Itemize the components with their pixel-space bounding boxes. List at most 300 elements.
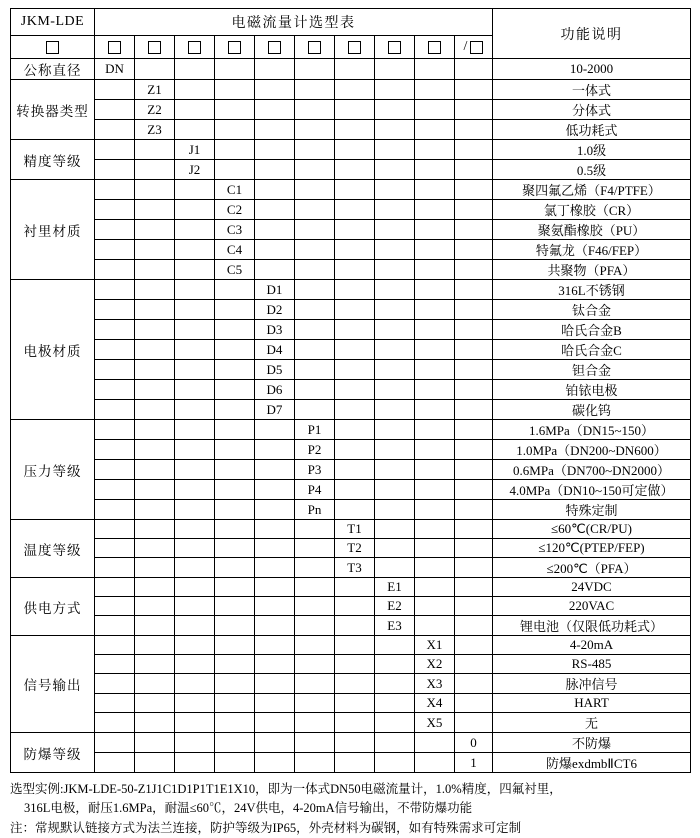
code-box[interactable] (470, 41, 483, 54)
spacer-cell (95, 655, 135, 674)
spacer-cell (255, 636, 295, 655)
option-desc-6-1: ≤120℃(PTEP/FEP) (493, 539, 691, 558)
table-row (11, 80, 691, 100)
selection-table-body (11, 9, 691, 773)
option-code-5-4[interactable]: Pn (295, 500, 335, 520)
option-desc-4-2: 哈氏合金B (493, 320, 691, 340)
spacer-cell (415, 480, 455, 500)
spacer-cell (175, 59, 215, 80)
spacer-cell (215, 520, 255, 539)
option-desc-3-0: 聚四氟乙烯（F4/PTFE） (493, 180, 691, 200)
spacer-cell (175, 753, 215, 773)
spacer-cell (375, 260, 415, 280)
spacer-cell (215, 694, 255, 713)
spacer-cell (95, 360, 135, 380)
option-code-7-2[interactable]: E3 (375, 616, 415, 636)
note-default-line: 注：常规默认链接方式为法兰连接，防护等级为IP65，外壳材料为碳钢，如有特殊需求可定制 (10, 820, 522, 835)
spacer-cell (455, 120, 493, 140)
option-code-2-1[interactable]: J2 (175, 160, 215, 180)
option-code-4-2[interactable]: D3 (255, 320, 295, 340)
spacer-cell (215, 420, 255, 440)
spacer-cell (455, 140, 493, 160)
spacer-cell (175, 420, 215, 440)
row-label-9: 防爆等级 (11, 733, 95, 773)
table-row (11, 320, 691, 340)
spacer-cell (135, 59, 175, 80)
spacer-cell (455, 300, 493, 320)
row-label-5: 压力等级 (11, 420, 95, 520)
code-box[interactable] (268, 41, 281, 54)
spacer-cell (455, 636, 493, 655)
option-code-8-0[interactable]: X1 (415, 636, 455, 655)
code-box-cell-3 (215, 36, 255, 59)
spacer-cell (175, 200, 215, 220)
spacer-cell (175, 280, 215, 300)
code-box[interactable] (308, 41, 321, 54)
option-code-5-1[interactable]: P2 (295, 440, 335, 460)
option-desc-1-0: 一体式 (493, 80, 691, 100)
spacer-cell (295, 140, 335, 160)
spacer-cell (135, 558, 175, 578)
option-code-6-2[interactable]: T3 (335, 558, 375, 578)
spacer-cell (415, 558, 455, 578)
spacer-cell (255, 240, 295, 260)
spacer-cell (455, 480, 493, 500)
table-row (11, 360, 691, 380)
spacer-cell (255, 59, 295, 80)
option-desc-4-5: 铂铱电极 (493, 380, 691, 400)
option-code-3-4[interactable]: C5 (215, 260, 255, 280)
spacer-cell (95, 220, 135, 240)
spacer-cell (415, 753, 455, 773)
spacer-cell (95, 520, 135, 539)
spacer-cell (135, 520, 175, 539)
spacer-cell (255, 180, 295, 200)
spacer-cell (335, 380, 375, 400)
option-code-7-1[interactable]: E2 (375, 597, 415, 616)
option-desc-3-2: 聚氨酯橡胶（PU） (493, 220, 691, 240)
note-example-line1: 选型实例:JKM-LDE-50-Z1J1C1D1P1T1E1X10，即为一体式DN50电磁流量计，1.0%精度，四氟衬里， (10, 782, 562, 796)
spacer-cell (375, 160, 415, 180)
spacer-cell (415, 59, 455, 80)
spacer-cell (295, 80, 335, 100)
spacer-cell (255, 597, 295, 616)
option-code-9-0[interactable]: 0 (455, 733, 493, 753)
option-desc-4-3: 哈氏合金C (493, 340, 691, 360)
spacer-cell (135, 500, 175, 520)
spacer-cell (335, 694, 375, 713)
selection-table (10, 8, 691, 773)
option-desc-8-4: 无 (493, 713, 691, 733)
option-code-8-4[interactable]: X5 (415, 713, 455, 733)
spacer-cell (175, 220, 215, 240)
table-row (11, 753, 691, 773)
spacer-cell (95, 240, 135, 260)
spacer-cell (335, 616, 375, 636)
spacer-cell (255, 440, 295, 460)
table-title-cell: 电磁流量计选型表 (95, 9, 493, 36)
code-box-cell-7 (375, 36, 415, 59)
spacer-cell (335, 674, 375, 694)
spacer-cell (375, 420, 415, 440)
spacer-cell (135, 140, 175, 160)
spacer-cell (95, 140, 135, 160)
spacer-cell (255, 558, 295, 578)
spacer-cell (95, 80, 135, 100)
spacer-cell (455, 280, 493, 300)
spacer-cell (255, 753, 295, 773)
spacer-cell (335, 360, 375, 380)
spacer-cell (135, 420, 175, 440)
row-label-3: 衬里材质 (11, 180, 95, 280)
table-row (11, 558, 691, 578)
spacer-cell (135, 160, 175, 180)
spacer-cell (135, 380, 175, 400)
spacer-cell (255, 694, 295, 713)
spacer-cell (335, 400, 375, 420)
spacer-cell (415, 360, 455, 380)
spacer-cell (335, 260, 375, 280)
spacer-cell (335, 733, 375, 753)
spacer-cell (375, 558, 415, 578)
spacer-cell (175, 694, 215, 713)
table-row (11, 380, 691, 400)
spacer-cell (135, 597, 175, 616)
option-code-5-0[interactable]: P1 (295, 420, 335, 440)
spacer-cell (175, 674, 215, 694)
spacer-cell (175, 380, 215, 400)
code-box-cell-9 (455, 36, 493, 59)
spacer-cell (215, 597, 255, 616)
spacer-cell (95, 320, 135, 340)
spacer-cell (295, 674, 335, 694)
spacer-cell (375, 120, 415, 140)
spacer-cell (135, 733, 175, 753)
spacer-cell (335, 280, 375, 300)
spacer-cell (335, 240, 375, 260)
option-code-9-1[interactable]: 1 (455, 753, 493, 773)
option-code-4-3[interactable]: D4 (255, 340, 295, 360)
spacer-cell (415, 500, 455, 520)
option-code-1-0[interactable]: Z1 (135, 80, 175, 100)
spacer-cell (215, 733, 255, 753)
table-row (11, 220, 691, 240)
spacer-cell (295, 597, 335, 616)
spacer-cell (455, 180, 493, 200)
spacer-cell (175, 616, 215, 636)
spacer-cell (335, 300, 375, 320)
code-box[interactable] (188, 41, 201, 54)
spacer-cell (455, 80, 493, 100)
option-code-8-2[interactable]: X3 (415, 674, 455, 694)
spacer-cell (455, 260, 493, 280)
option-desc-6-0: ≤60℃(CR/PU) (493, 520, 691, 539)
option-code-3-3[interactable]: C4 (215, 240, 255, 260)
spacer-cell (215, 320, 255, 340)
spacer-cell (175, 100, 215, 120)
spacer-cell (255, 655, 295, 674)
spacer-cell (375, 733, 415, 753)
spacer-cell (455, 616, 493, 636)
spacer-cell (455, 100, 493, 120)
table-row (11, 340, 691, 360)
table-row (11, 400, 691, 420)
spacer-cell (135, 539, 175, 558)
option-code-4-5[interactable]: D6 (255, 380, 295, 400)
table-row (11, 180, 691, 200)
spacer-cell (455, 59, 493, 80)
spacer-cell (175, 260, 215, 280)
spacer-cell (335, 460, 375, 480)
option-code-4-1[interactable]: D2 (255, 300, 295, 320)
spacer-cell (215, 480, 255, 500)
spacer-cell (95, 400, 135, 420)
spacer-cell (95, 578, 135, 597)
table-row (11, 200, 691, 220)
option-desc-1-2: 低功耗式 (493, 120, 691, 140)
note-example-line2: 316L电极，耐压1.6MPa，耐温≤60℃，24V供电，4-20mA信号输出，不带防爆功能 (24, 801, 473, 816)
spacer-cell (95, 460, 135, 480)
table-row (11, 460, 691, 480)
spacer-cell (415, 180, 455, 200)
code-box[interactable] (148, 41, 161, 54)
spacer-cell (375, 280, 415, 300)
spacer-cell (335, 636, 375, 655)
spacer-cell (455, 674, 493, 694)
spacer-cell (455, 400, 493, 420)
spacer-cell (295, 380, 335, 400)
spacer-cell (455, 597, 493, 616)
spacer-cell (175, 460, 215, 480)
option-code-3-2[interactable]: C3 (215, 220, 255, 240)
spacer-cell (415, 140, 455, 160)
option-desc-8-2: 脉冲信号 (493, 674, 691, 694)
spacer-cell (415, 320, 455, 340)
table-row (11, 300, 691, 320)
spacer-cell (375, 460, 415, 480)
spacer-cell (135, 300, 175, 320)
spacer-cell (135, 636, 175, 655)
option-code-1-1[interactable]: Z2 (135, 100, 175, 120)
option-desc-3-4: 共聚物（PFA） (493, 260, 691, 280)
option-desc-9-0: 不防爆 (493, 733, 691, 753)
spacer-cell (375, 500, 415, 520)
spacer-cell (335, 180, 375, 200)
option-desc-4-0: 316L不锈钢 (493, 280, 691, 300)
spacer-cell (215, 674, 255, 694)
spacer-cell (175, 539, 215, 558)
spacer-cell (415, 733, 455, 753)
spacer-cell (215, 558, 255, 578)
table-row (11, 100, 691, 120)
option-code-5-2[interactable]: P3 (295, 460, 335, 480)
option-code-1-2[interactable]: Z3 (135, 120, 175, 140)
spacer-cell (215, 59, 255, 80)
spacer-cell (455, 655, 493, 674)
spacer-cell (175, 636, 215, 655)
code-box-cell-4 (255, 36, 295, 59)
spacer-cell (95, 674, 135, 694)
option-desc-8-1: RS-485 (493, 655, 691, 674)
code-box[interactable] (428, 41, 441, 54)
option-desc-5-0: 1.6MPa（DN15~150） (493, 420, 691, 440)
spacer-cell (375, 300, 415, 320)
option-code-2-0[interactable]: J1 (175, 140, 215, 160)
spacer-cell (335, 578, 375, 597)
spacer-cell (415, 460, 455, 480)
spacer-cell (375, 180, 415, 200)
spacer-cell (255, 674, 295, 694)
spacer-cell (255, 713, 295, 733)
option-code-3-1[interactable]: C2 (215, 200, 255, 220)
table-row (11, 655, 691, 674)
spacer-cell (95, 733, 135, 753)
option-desc-8-3: HART (493, 694, 691, 713)
table-row (11, 260, 691, 280)
spacer-cell (295, 539, 335, 558)
spacer-cell (255, 160, 295, 180)
spacer-cell (295, 280, 335, 300)
option-code-5-3[interactable]: P4 (295, 480, 335, 500)
spacer-cell (95, 500, 135, 520)
code-box-cell-6 (335, 36, 375, 59)
option-desc-4-6: 碳化钨 (493, 400, 691, 420)
option-code-0-0[interactable]: DN (95, 59, 135, 80)
option-code-6-1[interactable]: T2 (335, 539, 375, 558)
code-box[interactable] (46, 41, 59, 54)
spacer-cell (455, 240, 493, 260)
spacer-cell (135, 220, 175, 240)
spacer-cell (455, 460, 493, 480)
code-box[interactable] (348, 41, 361, 54)
spacer-cell (135, 360, 175, 380)
spacer-cell (415, 539, 455, 558)
spacer-cell (295, 694, 335, 713)
spacer-cell (295, 100, 335, 120)
spacer-cell (95, 597, 135, 616)
option-desc-7-0: 24VDC (493, 578, 691, 597)
option-code-7-0[interactable]: E1 (375, 578, 415, 597)
spacer-cell (335, 120, 375, 140)
option-code-3-0[interactable]: C1 (215, 180, 255, 200)
spacer-cell (135, 655, 175, 674)
spacer-cell (335, 420, 375, 440)
option-desc-0-0: 10-2000 (493, 59, 691, 80)
spacer-cell (95, 713, 135, 733)
spacer-cell (135, 578, 175, 597)
spacer-cell (415, 240, 455, 260)
spacer-cell (335, 80, 375, 100)
spacer-cell (215, 753, 255, 773)
spacer-cell (375, 694, 415, 713)
model-box-cell (11, 36, 95, 59)
spacer-cell (175, 440, 215, 460)
spacer-cell (95, 260, 135, 280)
spacer-cell (175, 713, 215, 733)
spacer-cell (295, 59, 335, 80)
spacer-cell (175, 360, 215, 380)
spacer-cell (255, 420, 295, 440)
spacer-cell (175, 80, 215, 100)
spacer-cell (215, 440, 255, 460)
spacer-cell (175, 300, 215, 320)
spacer-cell (295, 160, 335, 180)
table-row (11, 280, 691, 300)
spacer-cell (295, 220, 335, 240)
spacer-cell (295, 733, 335, 753)
spacer-cell (295, 753, 335, 773)
spacer-cell (95, 694, 135, 713)
spacer-cell (375, 100, 415, 120)
table-row (11, 160, 691, 180)
spacer-cell (175, 180, 215, 200)
code-box-cell-8 (415, 36, 455, 59)
option-code-4-6[interactable]: D7 (255, 400, 295, 420)
spacer-cell (335, 655, 375, 674)
spacer-cell (455, 200, 493, 220)
spacer-cell (375, 636, 415, 655)
spacer-cell (415, 340, 455, 360)
spacer-cell (455, 340, 493, 360)
slash-separator: / (463, 39, 468, 54)
code-box[interactable] (108, 41, 121, 54)
spacer-cell (455, 220, 493, 240)
spacer-cell (415, 200, 455, 220)
spacer-cell (175, 240, 215, 260)
option-desc-5-3: 4.0MPa（DN10~150可定做） (493, 480, 691, 500)
spacer-cell (95, 180, 135, 200)
option-desc-3-3: 特氟龙（F46/FEP） (493, 240, 691, 260)
spacer-cell (215, 636, 255, 655)
spacer-cell (175, 340, 215, 360)
spacer-cell (255, 140, 295, 160)
option-code-4-4[interactable]: D5 (255, 360, 295, 380)
spacer-cell (415, 420, 455, 440)
spacer-cell (175, 500, 215, 520)
spacer-cell (95, 753, 135, 773)
spacer-cell (175, 120, 215, 140)
option-code-8-1[interactable]: X2 (415, 655, 455, 674)
spacer-cell (255, 520, 295, 539)
spacer-cell (255, 80, 295, 100)
spacer-cell (455, 320, 493, 340)
table-row (11, 636, 691, 655)
spacer-cell (455, 539, 493, 558)
model-prefix-cell: JKM-LDE (11, 9, 95, 36)
code-box-cell-2 (175, 36, 215, 59)
spacer-cell (175, 733, 215, 753)
option-desc-3-1: 氯丁橡胶（CR） (493, 200, 691, 220)
code-box[interactable] (388, 41, 401, 54)
spacer-cell (95, 539, 135, 558)
code-box-cell-5 (295, 36, 335, 59)
spacer-cell (375, 400, 415, 420)
code-box[interactable] (228, 41, 241, 54)
row-label-2: 精度等级 (11, 140, 95, 180)
option-desc-4-4: 钽合金 (493, 360, 691, 380)
option-code-8-3[interactable]: X4 (415, 694, 455, 713)
spacer-cell (335, 597, 375, 616)
option-code-4-0[interactable]: D1 (255, 280, 295, 300)
spacer-cell (255, 480, 295, 500)
spacer-cell (295, 578, 335, 597)
table-row (11, 578, 691, 597)
option-desc-9-1: 防爆exdmbⅡCT6 (493, 753, 691, 773)
spacer-cell (255, 539, 295, 558)
option-code-6-0[interactable]: T1 (335, 520, 375, 539)
spacer-cell (135, 340, 175, 360)
spacer-cell (415, 520, 455, 539)
